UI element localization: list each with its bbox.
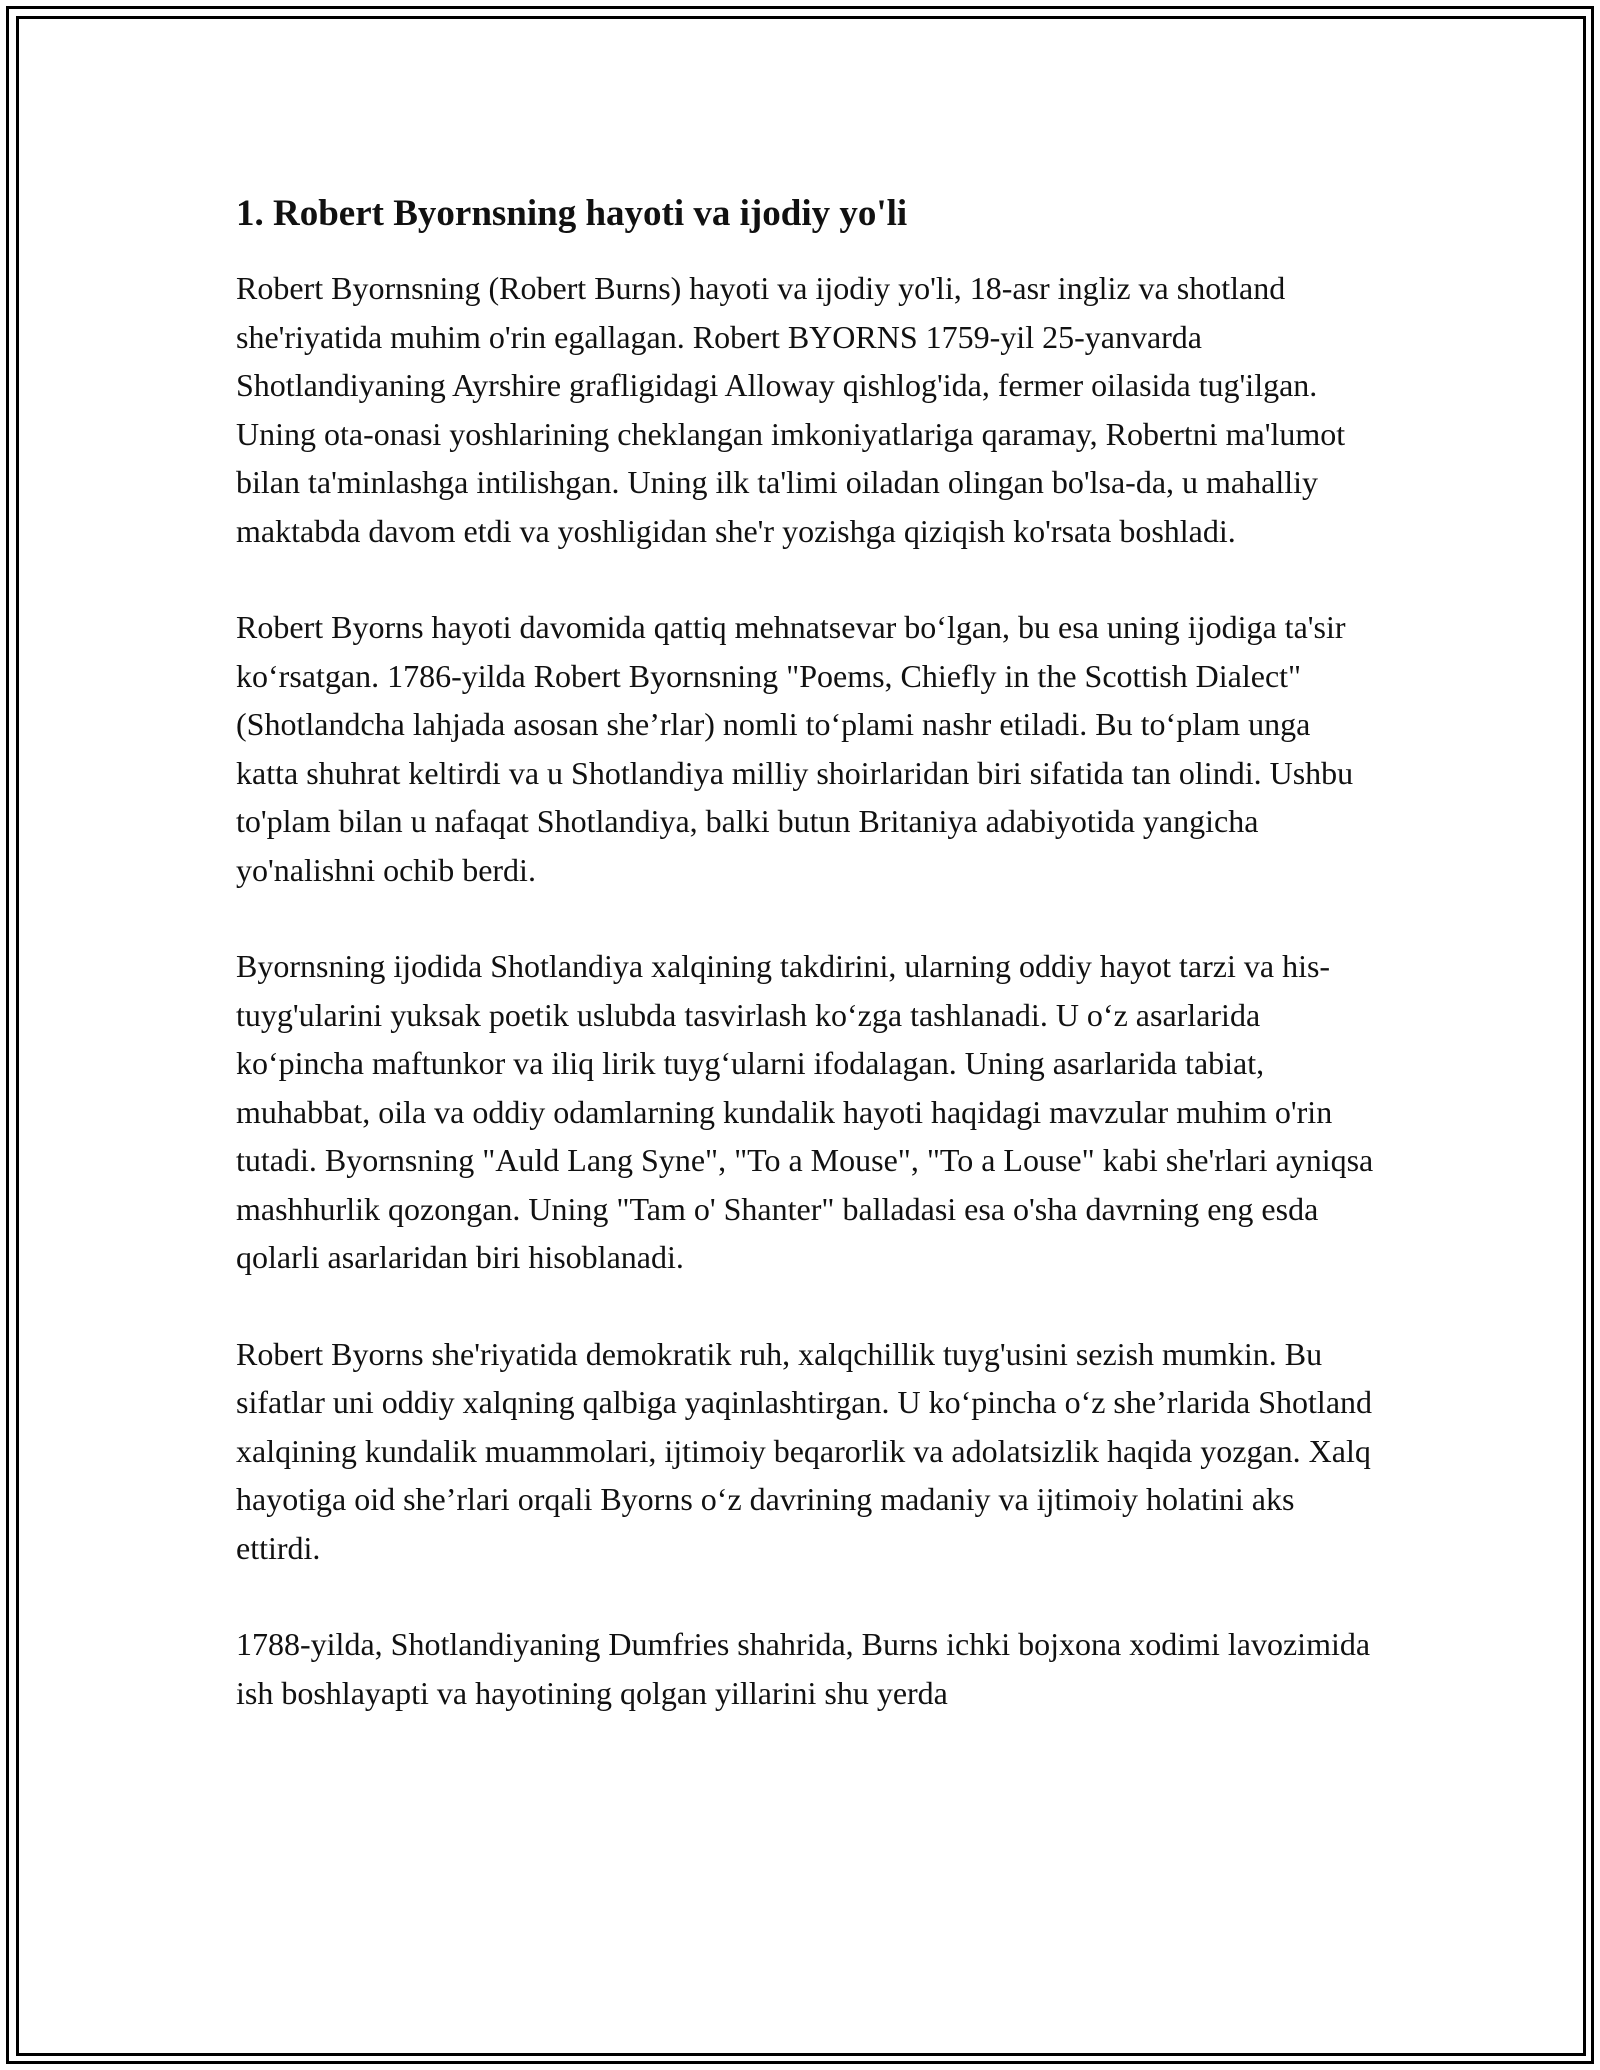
paragraph-5: 1788-yilda, Shotlandiyaning Dumfries shahrida, Burns ichki bojxona xodimi lavozimida ish boshlayapti va hayotining qolgan yillarini shu yerda	[236, 1626, 1371, 1711]
paragraph-1: Robert Byornsning (Robert Burns) hayoti va ijodiy yo'li, 18-asr ingliz va shotland she'riyatida muhim o'rin egallagan. Robert BYORNS 1759-yil 25-yanvarda Shotlandiyaning Ayrshire grafligidagi Alloway qishlog'ida, fermer oilasida tug'ilgan. Uning ota-onasi yoshlarining cheklangan imkoniyatlariga qaramay, Robertni ma'lumot bilan ta'minlashga intilishgan. Uning ilk ta'limi oiladan olingan bo'lsa-da, u mahalliy maktabda davom etdi va yoshligidan she'r yozishga qiziqish ko'rsata boshladi.	[236, 270, 1346, 549]
paragraph-4: Robert Byorns she'riyatida demokratik ruh, xalqchillik tuyg'usini sezish mumkin. Bu sifatlar uni oddiy xalqning qalbiga yaqinlashtirgan. U ko‘pincha o‘z she’rlarida Shotland xalqining kundalik muammolari, ijtimoiy beqarorlik va adolatsizlik haqida yozgan. Xalq hayotiga oid she’rlari orqali Byorns o‘z davrining madaniy va ijtimoiy holatini aks ettirdi.	[236, 1335, 1373, 1566]
document-body	[236, 190, 1376, 1765]
section-heading: 1. Robert Byornsning hayoti va ijodiy yo'li	[236, 193, 908, 234]
paragraph-3: Byornsning ijodida Shotlandiya xalqining takdirini, ularning oddiy hayot tarzi va his-tuyg'ularini yuksak poetik uslubda tasvirlash ko‘zga tashlanadi. U o‘z asarlarida ko‘pincha maftunkor va iliq lirik tuyg‘ularni ifodalagan. Uning asarlarida tabiat, muhabbat, oila va oddiy odamlarning kundalik hayoti haqidagi mavzular muhim o'rin tutadi. Byornsning "Auld Lang Syne", "To a Mouse", "To a Louse" kabi she'rlari ayniqsa mashhurlik qozongan. Uning "Tam o' Shanter" balladasi esa o'sha davrning eng esda qolarli asarlaridan biri hisoblanadi.	[236, 948, 1374, 1275]
paragraph-2: Robert Byorns hayoti davomida qattiq mehnatsevar bo‘lgan, bu esa uning ijodiga ta'sir ko‘rsatgan. 1786-yilda Robert Byornsning "Poems, Chiefly in the Scottish Dialect" (Shotlandcha lahjada asosan she’rlar) nomli to‘plami nashr etiladi. Bu to‘plam unga katta shuhrat keltirdi va u Shotlandiya milliy shoirlaridan biri sifatida tan olindi. Ushbu to'plam bilan u nafaqat Shotlandiya, balki butun Britaniya adabiyotida yangicha yo'nalishni ochib berdi.	[236, 609, 1354, 888]
